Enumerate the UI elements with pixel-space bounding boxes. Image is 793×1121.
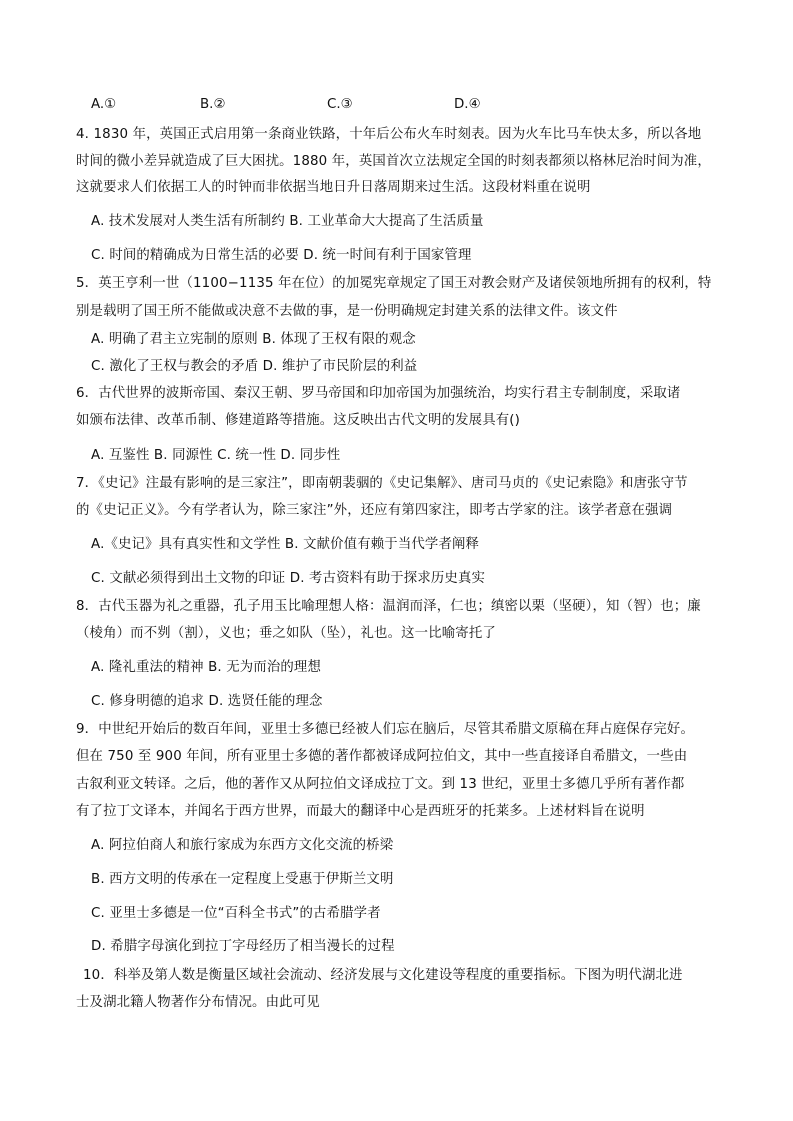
q3-option-d: D.④ <box>454 97 481 112</box>
q6-options-line-1: A. 互鉴性 B. 同源性 C. 统一性 D. 同步性 <box>91 448 341 463</box>
q9-stem-line-2: 但在 750 至 900 年间，所有亚里士多德的著作都被译成阿拉伯文，其中一些直接译自希腊文，一些由 <box>76 749 688 764</box>
q6-stem-line-2: 如颁布法律、改革币制、修建道路等措施。这反映出古代文明的发展具有() <box>76 413 521 428</box>
q5-stem-line-1: 5．英王亨利一世（1100−1135 年在位）的加冕宪章规定了国王对教会财产及诸侯领地所拥有的权利，特 <box>76 276 712 291</box>
q9-stem-line-3: 古叙利亚文转译。之后，他的著作又从阿拉伯文译成拉丁文。到 13 世纪，亚里士多德几乎所有著作都 <box>76 777 685 792</box>
q4-stem-line-3: 这就要求人们依据工人的时钟而非依据当地日升日落周期来过生活。这段材料重在说明 <box>76 180 591 195</box>
q9-option-b: B. 西方文明的传承在一定程度上受惠于伊斯兰文明 <box>91 872 394 887</box>
q4-stem-line-1: 4. 1830 年，英国正式启用第一条商业铁路，十年后公布火车时刻表。因为火车比马车快太多，所以各地 <box>76 127 702 142</box>
q8-stem-line-1: 8．古代玉器为礼之重器，孔子用玉比喻理想人格：温润而泽，仁也；缜密以栗（坚硬），知（智）也；廉 <box>76 599 701 614</box>
q5-options-line-2: C. 激化了王权与教会的矛盾 D. 维护了市民阶层的利益 <box>91 359 418 374</box>
q5-stem-line-2: 别是载明了国王所不能做或决意不去做的事，是一份明确规定封建关系的法律文件。该文件 <box>76 304 618 319</box>
q9-option-d: D. 希腊字母演化到拉丁字母经历了相当漫长的过程 <box>91 939 395 954</box>
q3-option-a: A.① <box>91 97 117 112</box>
q4-stem-line-2: 时间的微小差异就造成了巨大困扰。1880 年，英国首次立法规定全国的时刻表都须以格林尼治时间为准， <box>76 154 711 169</box>
q9-option-c: C. 亚里士多德是一位“百科全书式”的古希腊学者 <box>91 906 381 921</box>
q3-option-b: B.② <box>200 97 226 112</box>
q7-options-line-2: C. 文献必须得到出土文物的印证 D. 考古资料有助于探求历史真实 <box>91 571 486 586</box>
q8-options-line-1: A. 隆礼重法的精神 B. 无为而治的理想 <box>91 660 322 675</box>
q3-option-c: C.③ <box>327 97 353 112</box>
q8-stem-line-2: （棱角）而不刿（割），义也；垂之如队（坠），礼也。这一比喻寄托了 <box>76 626 496 641</box>
q7-stem-line-2: 的《史记正义》。今有学者认为，除三家注”外，还应有第四家注，即考古学家的注。该学者意在强调 <box>76 503 673 518</box>
q7-stem-line-1: 7．《史记》注最有影响的是三家注”，即南朝裴骃的《史记集解》、唐司马贞的《史记索隐》和唐张守节 <box>76 476 688 491</box>
q9-stem-line-1: 9．中世纪开始后的数百年间，亚里士多德已经被人们忘在脑后，尽管其希腊文原稿在拜占庭保存完好。 <box>76 722 694 737</box>
q9-option-a: A. 阿拉伯商人和旅行家成为东西方文化交流的桥梁 <box>91 838 394 853</box>
q6-stem-line-1: 6．古代世界的波斯帝国、秦汉王朝、罗马帝国和印加帝国为加强统治，均实行君主专制制度，采取诸 <box>76 386 681 401</box>
q10-stem-line-2: 士及湖北籍人物著作分布情况。由此可见 <box>76 995 320 1010</box>
q4-options-line-2: C. 时间的精确成为日常生活的必要 D. 统一时间有利于国家管理 <box>91 248 472 263</box>
q10-stem-line-1: 10．科举及第人数是衡量区域社会流动、经济发展与文化建设等程度的重要指标。下图为明代湖北进 <box>83 968 683 983</box>
q9-stem-line-4: 有了拉丁文译本，并闻名于西方世界，而最大的翻译中心是西班牙的托莱多。上述材料旨在说明 <box>76 804 645 819</box>
q7-options-line-1: A.《史记》具有真实性和文学性 B. 文献价值有赖于当代学者阐释 <box>91 537 480 552</box>
q4-options-line-1: A. 技术发展对人类生活有所制约 B. 工业革命大大提高了生活质量 <box>91 214 484 229</box>
q5-options-line-1: A. 明确了君主立宪制的原则 B. 体现了王权有限的观念 <box>91 332 416 347</box>
q8-options-line-2: C. 修身明德的追求 D. 选贤任能的理念 <box>91 694 323 709</box>
